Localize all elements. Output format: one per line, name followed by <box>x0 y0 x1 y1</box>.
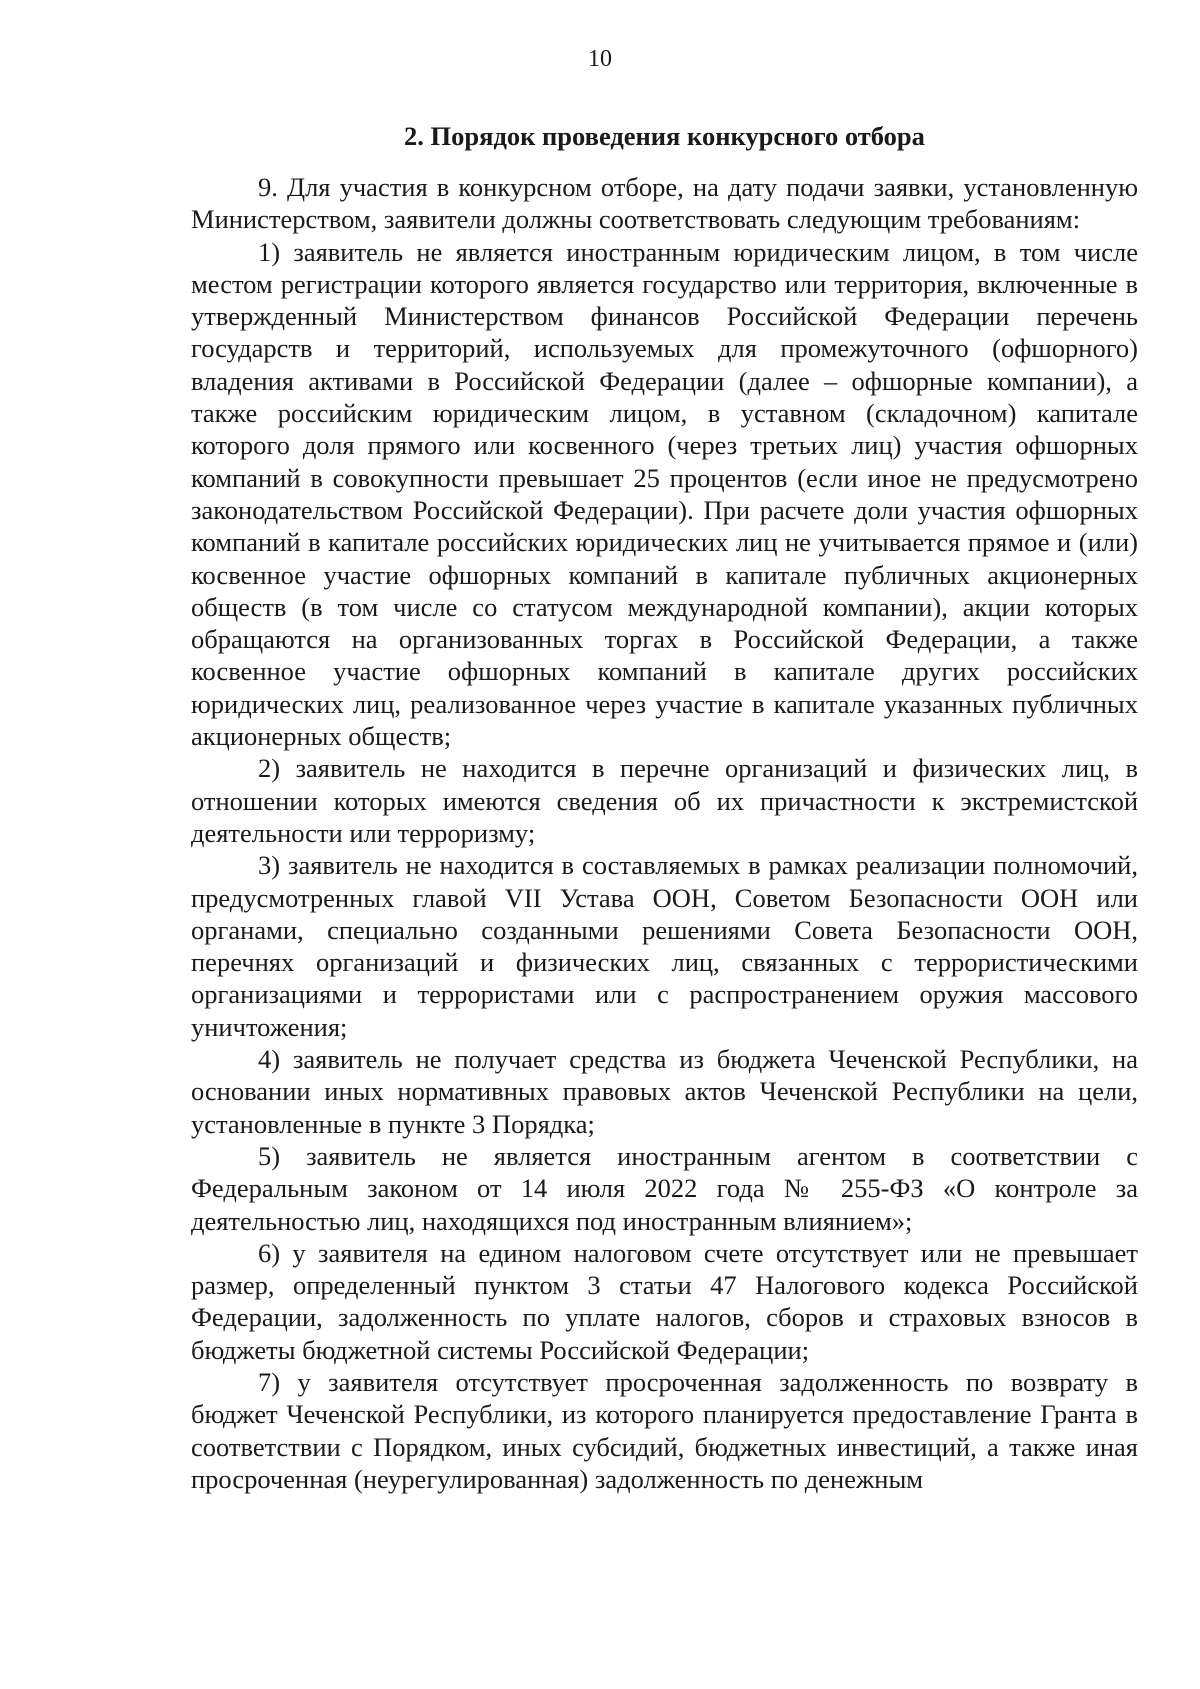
requirement-6: 6) у заявителя на едином налоговом счете отсутствует или не превышает размер, определенный пунктом 3 статьи 47 Налогового кодекса Российской Федерации, задолженность по уплате налогов, сборов и страховых взносов в бюджеты бюджетной системы Российской Федерации; <box>191 1237 1138 1365</box>
requirement-2: 2) заявитель не находится в перечне организаций и физических лиц, в отношении которых имеются сведения об их причастности к экстремистской деятельности или терроризму; <box>191 753 1138 848</box>
paragraph-9-intro: 9. Для участия в конкурсном отборе, на дату подачи заявки, установленную Министерством, заявители должны соответствовать следующим требованиям: <box>191 172 1138 235</box>
requirement-5: 5) заявитель не является иностранным агентом в соответствии с Федеральным законом от 14 июля 2022 года № 255-ФЗ «О контроле за деятельностью лиц, находящихся под иностранным влиянием»; <box>191 1140 1138 1236</box>
document-body <box>191 171 1138 1495</box>
page-number: 10 <box>588 46 612 72</box>
section-title: 2. Порядок проведения конкурсного отбора <box>404 121 925 151</box>
requirement-4: 4) заявитель не получает средства из бюджета Чеченской Республики, на основании иных нормативных правовых актов Чеченской Республики на цели, установленные в пункте 3 Порядка; <box>191 1044 1138 1139</box>
requirement-3: 3) заявитель не находится в составляемых в рамках реализации полномочий, предусмотренных главой VII Устава ООН, Советом Безопасности ООН или органами, специально созданными решениями Совета Безопасности ООН, перечнях организаций и физических лиц, связанных с террористическими организациями и террористами или с распространением оружия массового уничтожения; <box>191 850 1138 1042</box>
requirement-1: 1) заявитель не является иностранным юридическим лицом, в том числе местом регистрации которого является государство или территория, включенные в утвержденный Министерством финансов Российской Федерации перечень государств и территорий, используемых для промежуточного (офшорного) владения активами в Российской Федерации (далее – офшорные компании), а также российским юридическим лицом, в уставном (складочном) капитале которого доля прямого или косвенного (через третьих лиц) участия офшорных компаний в совокупности превышает 25 процентов (если иное не предусмотрено законодательством Российской Федерации). При расчете доли участия офшорных компаний в капитале российских юридических лиц не учитывается прямое и (или) косвенное участие офшорных компаний в капитале публичных акционерных обществ (в том числе со статусом международной компании), акции которых обращаются на организованных торгах в Российской Федерации, а также косвенное участие офшорных компаний в капитале других российских юридических лиц, реализованное через участие в капитале указанных публичных акционерных обществ; <box>191 236 1138 752</box>
requirement-7: 7) у заявителя отсутствует просроченная задолженность по возврату в бюджет Чеченской Республики, из которого планируется предоставление Гранта в соответствии с Порядком, иных субсидий, бюджетных инвестиций, а также иная просроченная (неурегулированная) задолженность по денежным <box>191 1366 1138 1494</box>
